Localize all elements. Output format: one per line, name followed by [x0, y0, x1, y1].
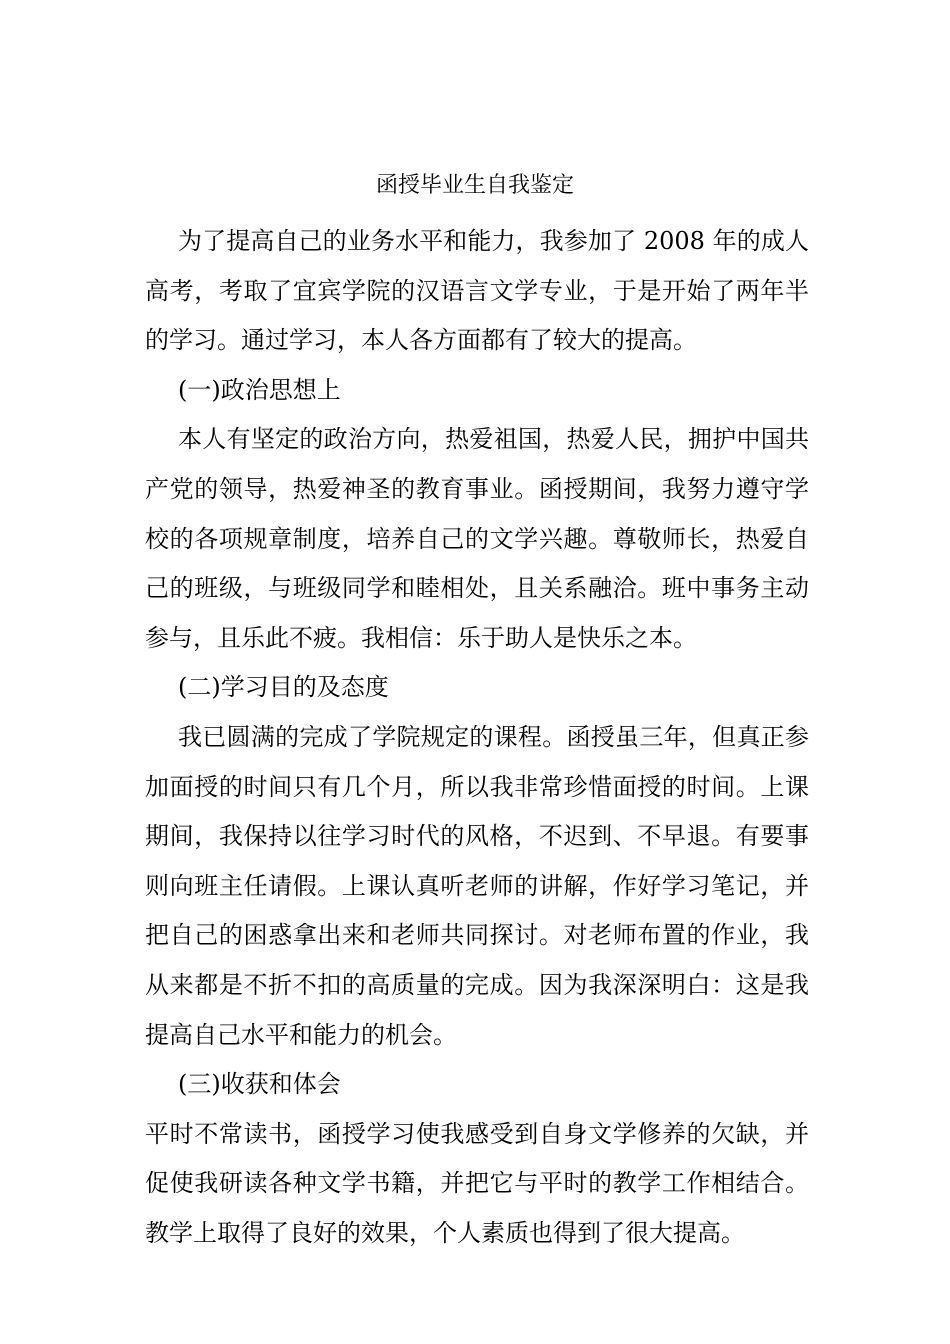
- intro-paragraph: 为了提高自己的业务水平和能力，我参加了 2008 年的成人高考，考取了宜宾学院的汉语言文学专业，于是开始了两年半的学习。通过学习，本人各方面都有了较大的提高。: [145, 227, 809, 355]
- section-body-study-attitude: 我已圆满的完成了学院规定的课程。函授虽三年，但真正参加面授的时间只有几个月，所以我非常珍惜面授的时间。上课期间，我保持以往学习时代的风格，不迟到、不早退。有要事则向班主任请假。上课认真听老师的讲解，作好学习笔记，并把自己的困惑拿出来和老师共同探讨。对老师布置的作业，我从来都是不折不扣的高质量的完成。因为我深深明白：这是我提高自己水平和能力的机会。: [145, 722, 809, 1049]
- section-heading-gains: (三)收获和体会: [178, 1070, 341, 1099]
- section-heading-politics: (一)政治思想上: [178, 375, 341, 404]
- document-body: [145, 217, 809, 1258]
- section-heading-study-attitude: (二)学习目的及态度: [178, 673, 389, 702]
- section-body-politics: 本人有坚定的政治方向，热爱祖国，热爱人民，拥护中国共产党的领导，热爱神圣的教育事业。函授期间，我努力遵守学校的各项规章制度，培养自己的文学兴趣。尊敬师长，热爱自己的班级，与班级同学和睦相处，且关系融洽。班中事务主动参与，且乐此不疲。我相信：乐于助人是快乐之本。: [145, 425, 809, 652]
- section-body-gains: 平时不常读书，函授学习使我感受到自身文学修养的欠缺，并促使我研读各种文学书籍，并把它与平时的教学工作相结合。教学上取得了良好的效果，个人素质也得到了很大提高。: [145, 1119, 809, 1247]
- document-title: 函授毕业生自我鉴定: [375, 173, 574, 198]
